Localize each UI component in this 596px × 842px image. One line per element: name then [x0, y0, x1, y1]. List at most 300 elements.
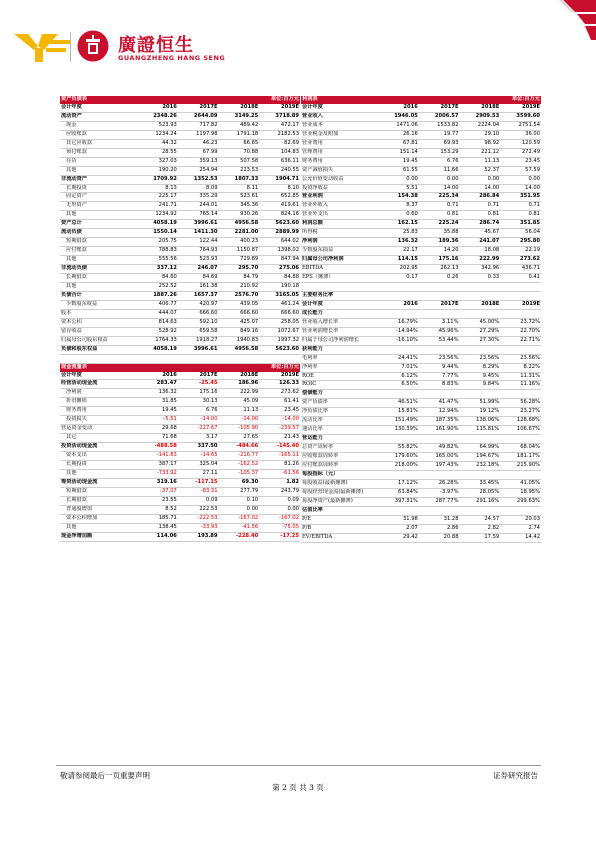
cell-value: 1072.67	[259, 327, 300, 336]
row-label: 折旧摊销	[60, 398, 137, 407]
row-label: 营业收入	[301, 112, 378, 121]
cell-value: 215.90%	[500, 462, 541, 471]
table-row	[60, 220, 300, 229]
cell-value	[460, 506, 501, 515]
table-row	[60, 193, 300, 202]
yf-logo-icon	[14, 28, 70, 64]
cell-value: 222.53	[178, 505, 219, 514]
cell-value: 114.06	[137, 532, 178, 541]
cell-value: 27.29%	[460, 327, 501, 336]
table-row	[301, 220, 541, 229]
cell-value: 0.60	[378, 211, 419, 220]
cell-value	[178, 363, 219, 371]
table-row	[60, 380, 300, 389]
cell-value	[460, 390, 501, 399]
cell-value: 2281.00	[219, 229, 260, 238]
cell-value: 190.20	[137, 166, 178, 175]
table-row	[301, 229, 541, 238]
table-row	[60, 265, 300, 274]
cell-value: -488.58	[137, 443, 178, 452]
cell-value: 175.16	[419, 256, 460, 265]
cell-value: 765.14	[178, 211, 219, 220]
cell-value: 126.33	[259, 380, 300, 389]
row-label: 归属母公司净利润	[301, 256, 378, 265]
cell-value: 2751.54	[500, 121, 541, 130]
cell-value: 1352.53	[178, 175, 219, 184]
cell-value: 2019E	[259, 372, 300, 380]
cell-value: 115.81%	[460, 426, 501, 435]
cell-value: -41.56	[219, 523, 260, 532]
cell-value: 27.65	[219, 434, 260, 443]
table-row	[60, 389, 300, 398]
cell-value: 6.12%	[378, 372, 419, 381]
cell-value	[460, 309, 501, 318]
table-row	[60, 470, 300, 479]
cell-value: 6.76	[419, 157, 460, 166]
cell-value	[137, 96, 178, 104]
cell-value: 523.93	[137, 121, 178, 130]
table-row	[301, 336, 541, 345]
row-label: ROIC	[301, 381, 378, 390]
table-row	[60, 487, 300, 496]
cell-value: 2017E	[178, 104, 219, 112]
row-label: 投资净收益	[301, 184, 378, 193]
cell-value: 49.82%	[419, 444, 460, 453]
row-label: 每股指标（元）	[301, 471, 378, 480]
cell-value: 2.07	[378, 524, 419, 533]
table-section-bar	[60, 96, 300, 104]
cell-value: 单位:百万元	[219, 96, 300, 104]
cell-value: 162.15	[378, 220, 419, 229]
cell-value	[500, 390, 541, 399]
cell-value: 136.32	[137, 389, 178, 398]
cell-value: -83.31	[178, 487, 219, 496]
table-row	[60, 523, 300, 532]
cell-value: 439.05	[219, 300, 260, 309]
cell-value: 1918.27	[178, 336, 219, 345]
cell-value	[500, 283, 541, 292]
cell-value	[378, 309, 419, 318]
cell-value: 28.05%	[460, 488, 501, 497]
cell-value: -484.66	[219, 443, 260, 452]
cell-value: 210.92	[219, 283, 260, 292]
row-label: 现金流量表	[60, 363, 137, 371]
row-label: 其他	[60, 283, 137, 292]
cell-value: 3.17	[178, 434, 219, 443]
brand-name-cn: 廣證恒生	[118, 35, 194, 56]
row-label: 现金净增加额	[60, 532, 137, 541]
row-label: 会计年度	[301, 104, 378, 112]
row-label: 营运能力	[301, 435, 378, 444]
table-row	[301, 524, 541, 533]
cell-value: 104.83	[259, 148, 300, 157]
cell-value: 4058.19	[137, 345, 178, 354]
cell-value: 161.90%	[419, 426, 460, 435]
cell-value: 36.00	[500, 130, 541, 139]
cell-value: 225.24	[419, 220, 460, 229]
row-label: 会计年度	[60, 372, 137, 380]
cell-value: 29.68	[137, 425, 178, 434]
cell-value	[378, 345, 419, 354]
cell-value: 824.16	[259, 211, 300, 220]
table-row	[60, 175, 300, 184]
row-label: 营业成本	[301, 121, 378, 130]
cell-value: 0.71	[500, 202, 541, 211]
cell-value: 1.82	[259, 478, 300, 487]
cell-value: -14.00	[219, 416, 260, 425]
table-row	[60, 532, 300, 541]
cell-value: 0.81	[500, 211, 541, 220]
cell-value: 272.49	[500, 148, 541, 157]
cell-value: 29.10	[460, 130, 501, 139]
cell-value: 9.84%	[460, 381, 501, 390]
table-section-bar	[60, 363, 300, 371]
cell-value: 337.50	[178, 443, 219, 452]
cell-value: 69.30	[219, 478, 260, 487]
cell-value: 1533.82	[419, 121, 460, 130]
row-label: 营业利润增长率	[301, 327, 378, 336]
table-row	[60, 327, 300, 336]
cell-value: 243.79	[259, 487, 300, 496]
cell-value: 153.29	[419, 148, 460, 157]
cell-value: 1887.26	[137, 291, 178, 300]
cell-value: 221.12	[460, 148, 501, 157]
cell-value: 22.70%	[500, 327, 541, 336]
cell-value: 1946.05	[378, 112, 419, 121]
cell-value: -14.94%	[378, 327, 419, 336]
cell-value: 130.39%	[378, 426, 419, 435]
cell-value	[419, 390, 460, 399]
cell-value: 717.82	[178, 121, 219, 130]
cell-value: 46.23	[178, 139, 219, 148]
seal-icon	[77, 30, 109, 62]
table-row	[60, 238, 300, 247]
cell-value: 0.00	[259, 505, 300, 514]
cell-value: 335.29	[178, 193, 219, 202]
cell-value: 66.65	[219, 139, 260, 148]
cell-value: 275.06	[259, 265, 300, 274]
cell-value: 814.63	[137, 318, 178, 327]
cell-value: 120.59	[500, 139, 541, 148]
cell-value: 41.47%	[419, 399, 460, 408]
row-label: 财务费用	[60, 407, 137, 416]
row-label: 资产负债表	[60, 96, 137, 104]
cell-value: 136.32	[378, 238, 419, 247]
cell-value: 0.17	[378, 274, 419, 283]
cell-value: 436.71	[500, 265, 541, 274]
cell-value: 3599.60	[500, 112, 541, 121]
cell-value	[178, 96, 219, 104]
row-label: 筹资活动现金流	[60, 478, 137, 487]
table-row	[60, 229, 300, 238]
cell-value: -165.11	[259, 452, 300, 461]
row-label: 估值比率	[301, 506, 378, 515]
row-label: 应收账款周转率	[301, 453, 378, 462]
table-row	[60, 211, 300, 220]
row-label: 短期借款	[60, 487, 137, 496]
cell-value	[500, 345, 541, 354]
table-row	[301, 265, 541, 274]
disclaimer-note: 敬请参阅最后一页重要声明	[60, 771, 150, 780]
table-row	[301, 247, 541, 256]
cell-value	[500, 506, 541, 515]
cell-value: 0.00	[500, 175, 541, 184]
cell-value: 14.42	[500, 533, 541, 542]
cell-value: 258.05	[259, 318, 300, 327]
cell-value: 23.72%	[500, 318, 541, 327]
cell-value: -167.02	[259, 514, 300, 523]
table-row	[60, 407, 300, 416]
table-row	[301, 363, 541, 372]
cell-value: 14.00	[419, 184, 460, 193]
cell-value: 31.85	[137, 398, 178, 407]
cell-value: 351.95	[500, 193, 541, 202]
table-row	[301, 435, 541, 444]
cell-value: 20.03	[500, 515, 541, 524]
cell-value: 2.74	[500, 524, 541, 533]
cell-value: 27.30%	[460, 336, 501, 345]
cell-value: 225.34	[419, 193, 460, 202]
row-label: 其他	[60, 256, 137, 265]
row-label: 归属母公司股东权益	[60, 336, 137, 345]
cell-value: 161.38	[178, 283, 219, 292]
cell-value: 1807.33	[219, 175, 260, 184]
cell-value: 291.16%	[460, 497, 501, 506]
cell-value: 67.81	[378, 139, 419, 148]
income-ratio-table	[301, 96, 541, 543]
cell-value: 46.51%	[378, 399, 419, 408]
cell-value	[137, 363, 178, 371]
cell-value: 1764.33	[137, 336, 178, 345]
row-label: 营运资金变动	[60, 425, 137, 434]
cell-value: 400.23	[219, 238, 260, 247]
row-label: 主要财务比率	[301, 291, 378, 300]
table-row	[301, 462, 541, 471]
cell-value: 187.35%	[419, 417, 460, 426]
table-row	[60, 166, 300, 175]
row-label: 固定资产	[60, 193, 137, 202]
cell-value: 61.55	[378, 166, 419, 175]
cell-value: -14.65	[178, 452, 219, 461]
cell-value: -75.05	[259, 523, 300, 532]
cell-value: 128.68%	[500, 417, 541, 426]
cell-value	[500, 291, 541, 300]
cell-value: 21.43	[259, 434, 300, 443]
table-row	[301, 453, 541, 462]
table-row	[301, 175, 541, 184]
cell-value: 337.12	[137, 265, 178, 274]
row-label: 股本	[60, 309, 137, 318]
table-row	[301, 506, 541, 515]
table-row	[301, 148, 541, 157]
cell-value: 16.79%	[378, 318, 419, 327]
cell-value: 0.00	[378, 175, 419, 184]
cell-value: 2016	[137, 372, 178, 380]
table-row	[301, 121, 541, 130]
cell-value	[219, 354, 260, 363]
cell-value: 2.82	[460, 524, 501, 533]
cell-value: -228.40	[219, 532, 260, 541]
table-row	[60, 496, 300, 505]
cell-value: 222.99	[460, 256, 501, 265]
cell-value: 30.13	[178, 398, 219, 407]
cell-value: 1997.32	[259, 336, 300, 345]
table-row	[301, 238, 541, 247]
cell-value: 286.74	[460, 220, 501, 229]
cell-value	[419, 471, 460, 480]
row-label: 长期投资	[60, 461, 137, 470]
cell-value: 0.00	[419, 175, 460, 184]
cell-value: 138.45	[137, 523, 178, 532]
table-row	[60, 416, 300, 425]
cell-value: 930.26	[219, 211, 260, 220]
cell-value: 64.99%	[460, 444, 501, 453]
cell-value	[378, 506, 419, 515]
cell-value: 27.11	[178, 470, 219, 479]
table-row	[301, 444, 541, 453]
cell-value: 98.92	[460, 139, 501, 148]
cell-value: 345.36	[219, 202, 260, 211]
cell-value: 8.09	[178, 184, 219, 193]
table-row	[301, 318, 541, 327]
cell-value: 15.81%	[378, 408, 419, 417]
cell-value	[378, 96, 419, 104]
cell-value: 246.07	[178, 265, 219, 274]
cell-value: 2018E	[219, 104, 260, 112]
row-label: 非流动负债	[60, 265, 137, 274]
cell-value	[460, 471, 501, 480]
cell-value: 8.52	[137, 505, 178, 514]
cell-value: 181.17%	[500, 453, 541, 462]
cell-value: -117.15	[178, 478, 219, 487]
cell-value: 2019E	[500, 104, 541, 112]
cell-value: 8.13	[137, 184, 178, 193]
cell-value: 325.04	[178, 461, 219, 470]
cell-value: 319.16	[137, 478, 178, 487]
table-row	[301, 130, 541, 139]
cell-value: 3149.25	[219, 112, 260, 121]
cell-value: 84.60	[137, 274, 178, 283]
cell-value: 45.00%	[460, 318, 501, 327]
left-column	[60, 96, 300, 542]
cell-value: 193.89	[178, 532, 219, 541]
cell-value: 114.15	[378, 256, 419, 265]
row-label: 获利能力	[301, 345, 378, 354]
cell-value: 84.69	[178, 274, 219, 283]
cell-value: 295.80	[500, 238, 541, 247]
cell-value: 3165.05	[259, 291, 300, 300]
cell-value: 71.68	[137, 434, 178, 443]
cell-value: 179.60%	[378, 453, 419, 462]
cell-value: 1150.87	[219, 247, 260, 256]
cell-value: 592.10	[178, 318, 219, 327]
cell-value: 3996.61	[178, 220, 219, 229]
row-label: EPS（摊薄）	[301, 274, 378, 283]
table-row	[60, 112, 300, 121]
table-row	[60, 130, 300, 139]
cell-value: 225.17	[137, 193, 178, 202]
row-label: 营业外收入	[301, 202, 378, 211]
cell-value: -145.40	[259, 443, 300, 452]
cell-value	[259, 354, 300, 363]
row-label: P/B	[301, 524, 378, 533]
row-label: 负债合计	[60, 291, 137, 300]
table-row	[301, 309, 541, 318]
row-label: 资本公积	[60, 318, 137, 327]
cell-value: 2182.53	[259, 130, 300, 139]
cell-value: -105.90	[219, 425, 260, 434]
cell-value: 3996.61	[178, 345, 219, 354]
cell-value: 788.83	[137, 247, 178, 256]
row-label: 普通股增加	[60, 505, 137, 514]
cell-value: 2889.99	[259, 229, 300, 238]
cell-value: 0.33	[460, 274, 501, 283]
cell-value: 33.45%	[460, 479, 501, 488]
table-header-row	[301, 300, 541, 309]
cell-value: 0.00	[219, 505, 260, 514]
row-label: 偿债能力	[301, 390, 378, 399]
cell-value: 35.88	[419, 229, 460, 238]
row-label: 投资活动现金流	[60, 443, 137, 452]
cell-value: 23.56%	[419, 354, 460, 363]
row-label: EV/EBITDA	[301, 533, 378, 542]
row-label: 营业费用	[301, 139, 378, 148]
cell-value	[378, 471, 419, 480]
cell-value: 31.98	[378, 515, 419, 524]
cell-value: 1657.37	[178, 291, 219, 300]
row-label: 资产负债率	[301, 399, 378, 408]
cell-value: 11.16%	[500, 381, 541, 390]
cell-value: 419.61	[259, 202, 300, 211]
cell-value: 2018E	[460, 104, 501, 112]
cell-value: 25.83	[378, 229, 419, 238]
row-label: 公允价值变动收益	[301, 175, 378, 184]
table-row	[60, 505, 300, 514]
cell-value: 2019E	[500, 300, 541, 309]
cell-value: 359.13	[178, 157, 219, 166]
row-label: 营业收入增长率	[301, 318, 378, 327]
cell-value: 507.58	[219, 157, 260, 166]
cell-value: 22.19	[500, 247, 541, 256]
cell-value	[500, 471, 541, 480]
cell-value: 18.08	[460, 247, 501, 256]
report-type: 证券研究报告	[493, 771, 538, 780]
cell-value	[460, 283, 501, 292]
row-label: 毛利率	[301, 354, 378, 363]
cell-value: -167.02	[219, 514, 260, 523]
cell-value: 23.45	[259, 407, 300, 416]
cell-value: 61.41	[259, 398, 300, 407]
row-label: 预付账款	[60, 148, 137, 157]
cell-value: 106.67%	[500, 426, 541, 435]
cell-value: 26.16	[378, 130, 419, 139]
cell-value: 2644.09	[178, 112, 219, 121]
cell-value: 189.36	[419, 238, 460, 247]
cell-value: 205.75	[137, 238, 178, 247]
row-label: 少数股东权益	[60, 300, 137, 309]
cell-value: 244.01	[178, 202, 219, 211]
table-row	[301, 256, 541, 265]
cell-value: -16.10%	[378, 336, 419, 345]
table-row	[301, 345, 541, 354]
row-label: 其他	[60, 470, 137, 479]
cell-value: -37.07	[137, 487, 178, 496]
cell-value: 1471.06	[378, 121, 419, 130]
cell-value: 194.67%	[460, 453, 501, 462]
cell-value: 8.22%	[500, 363, 541, 372]
table-row	[301, 112, 541, 121]
table-row	[60, 148, 300, 157]
